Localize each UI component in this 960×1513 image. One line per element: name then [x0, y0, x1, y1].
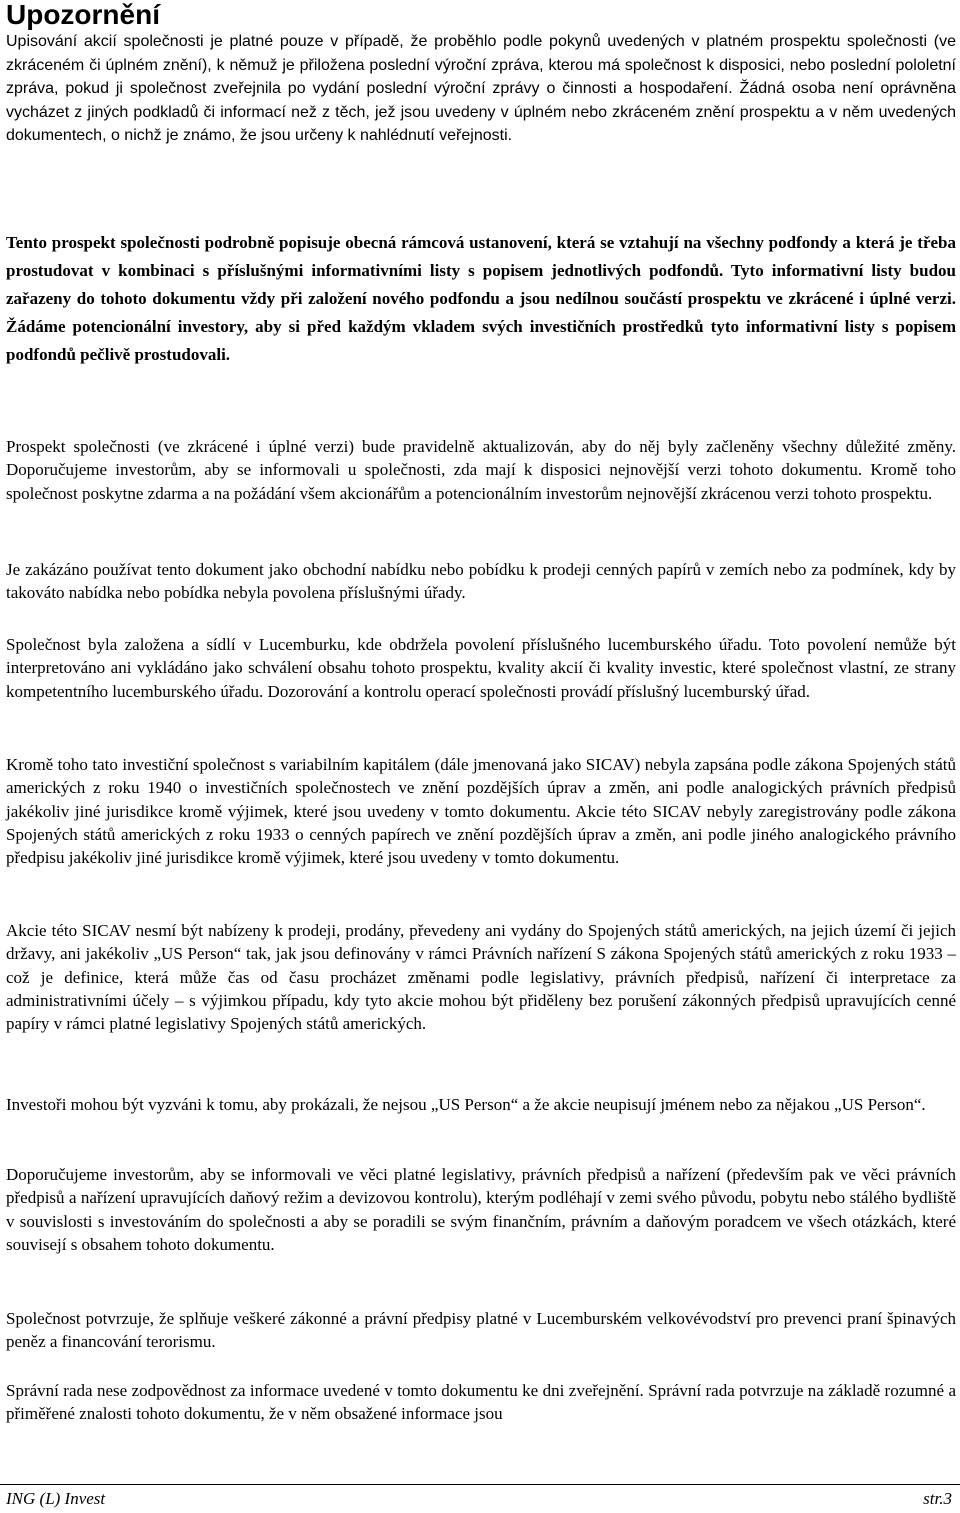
paragraph-prospectus-updates: Prospekt společnosti (ve zkrácené i úplné verzi) bude pravidelně aktualizován, aby do něj byly začleněny všechny důležité změny. Doporučujeme investorům, aby se informovali u společnosti, zda mají k disposici nejnovější verzi tohoto dokumentu. Kromě toho společnost poskytne zdarma a na požádání všem akcionářům a potencionálním investorům nejnovější zkrácenou verzi tohoto prospektu. [6, 437, 956, 503]
page-title: Upozornění [6, 0, 160, 30]
paragraph-prospectus-scope: Tento prospekt společnosti podrobně popisuje obecná rámcová ustanovení, která se vztahují na všechny podfondy a která je třeba prostudovat v kombinaci s příslušnými informativními listy s popisem jednotlivých podfondů. Tyto informativní listy budou zařazeny do tohoto dokumentu vždy při založení nového podfondu a jsou nedílnou součástí prospektu ve zkrácené i úplné verzi. Žádáme potencionální investory, aby si před každým vkladem svých investičních prostředků tyto informativní listy s popisem podfondů pečlivě prostudovali. [6, 233, 956, 364]
footer-divider [0, 1484, 960, 1485]
paragraph-board-responsibility: Správní rada nese zodpovědnost za informace uvedené v tomto dokumentu ke dni zveřejnění. Správní rada potvrzuje na základě rozumné a přiměřené znalosti tohoto dokumentu, že v něm obsažené informace jsou [6, 1381, 956, 1424]
paragraph-sicav-registration: Kromě toho tato investiční společnost s variabilním kapitálem (dále jmenovaná jako SICAV) nebyla zapsána podle zákona Spojených států amerických z roku 1940 o investičních společnostech ve znění pozdějších úprav a změn, ani podle analogických právních předpisů jakékoliv jiné jurisdikce kromě výjimek, které jsou uvedeny v tomto dokumentu. Akcie této SICAV nebyly zaregistrovány podle zákona Spojených států amerických z roku 1933 o cenných papírech ve znění pozdějších úprav a změn, ani podle jiného analogického právního předpisu jakékoliv jiné jurisdikce kromě výjimek, které jsou uvedeny v tomto dokumentu. [6, 755, 956, 868]
paragraph-us-person-proof: Investoři mohou být vyzváni k tomu, aby prokázali, že nejsou „US Person“ a že akcie neupisují jménem nebo za nějakou „US Person“. [6, 1095, 926, 1114]
footer-document-name: ING (L) Invest [6, 1489, 106, 1508]
paragraph-luxembourg-authorization: Společnost byla založena a sídlí v Lucemburku, kde obdržela povolení příslušného lucemburského úřadu. Toto povolení nemůže být interpretováno ani vykládáno jako schválení obsahu tohoto prospektu, kvality akcií či kvality investic, které společnost vlastní, ze strany kompetentního lucemburského úřadu. Dozorování a kontrolu operací společnosti provádí příslušný lucemburský úřad. [6, 635, 956, 701]
paragraph-aml-compliance: Společnost potvrzuje, že splňuje veškeré zákonné a právní předpisy platné v Lucemburském velkovévodství pro prevenci praní špinavých peněz a financování terorismu. [6, 1309, 956, 1352]
paragraph-investor-advice: Doporučujeme investorům, aby se informovali ve věci platné legislativy, právních předpisů a nařízení (především pak ve věci právních předpisů a nařízení upravujících daňový režim a devizovou kontrolu), kterým podléhají v zemi svého původu, pobytu nebo stálého bydliště v souvislosti s investováním do společnosti a aby se poradili se svým finančním, právním a daňovým poradcem ve všech otázkách, které souvisejí s obsahem tohoto dokumentu. [6, 1165, 956, 1254]
paragraph-subscription-validity: Upisování akcií společnosti je platné pouze v případě, že proběhlo podle pokynů uvedených v platném prospektu společnosti (ve zkráceném či úplném znění), k němuž je přiložena poslední výroční zpráva, kterou má společnost k disposici, nebo poslední pololetní zpráva, pokud ji společnost zveřejnila po vydání poslední výroční zprávy o činnosti a hospodaření. Žádná osoba není oprávněna vycházet z jiných podkladů či informací než z těch, jež jsou uvedeny v úplném nebo zkráceném znění prospektu a v něm uvedených dokumentech, o nichž je známo, že jsou určeny k nahlédnutí veřejnosti. [6, 33, 956, 144]
paragraph-us-restrictions: Akcie této SICAV nesmí být nabízeny k prodeji, prodány, převedeny ani vydány do Spojených států amerických, na jejich území či jejich državy, ani jakékoliv „US Person“ tak, jak jsou definovány v rámci Právních nařízení S zákona Spojených států amerických z roku 1933 – což je definice, která může čas od času procházet změnami podle legislativy, právních předpisů, nařízení či interpretace za administrativními účely – s výjimkou případu, kdy tyto akcie mohou být přiděleny bez porušení zákonných předpisů upravujících cenné papíry v rámci platné legislativy Spojených států amerických. [6, 921, 956, 1034]
paragraph-offer-prohibition: Je zakázáno používat tento dokument jako obchodní nabídku nebo pobídku k prodeji cenných papírů v zemích nebo za podmínek, kdy by takováto nabídka nebo pobídka nebyla povolena příslušnými úřady. [6, 560, 956, 603]
footer-page-number: str.3 [923, 1489, 952, 1508]
